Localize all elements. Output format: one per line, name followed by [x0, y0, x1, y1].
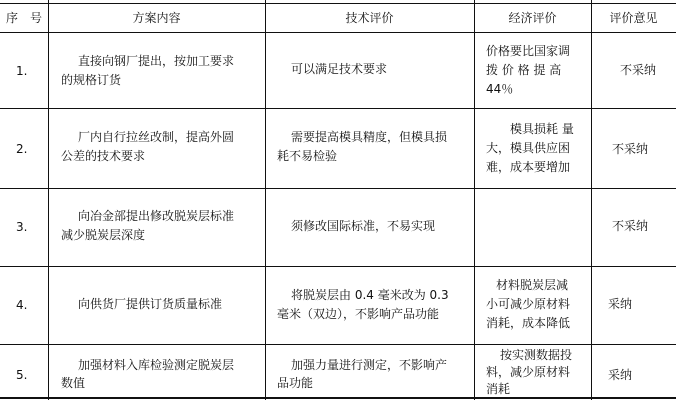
tech-line: 须修改国际标准，不易实现 [291, 219, 436, 233]
row-divider [0, 344, 676, 345]
header-econ: 经济评价 [508, 11, 557, 25]
content-line: 公差的技术要求 [61, 149, 146, 163]
content-line: 的规格订货 [61, 73, 122, 87]
econ-line: 消耗，成本降低 [486, 316, 571, 330]
econ-line: 大，模具供应困 [486, 141, 571, 155]
row-divider [0, 108, 676, 109]
opinion: 不采纳 [612, 219, 649, 233]
header-tech: 技术评价 [345, 11, 394, 25]
tech-line: 将脱炭层由 0.4 毫米改为 0.3 [291, 288, 449, 302]
content-line: 直接向钢厂提出，按加工要求 [78, 54, 235, 68]
header-opinion: 评价意见 [609, 11, 658, 25]
row-number: 4. [16, 298, 28, 312]
row-number: 3. [16, 220, 28, 234]
row-number: 1. [16, 64, 28, 78]
column-divider [48, 0, 49, 400]
header-bottom-rule [0, 32, 676, 33]
row-divider [0, 188, 676, 189]
content-line: 向供货厂提供订货质量标准 [78, 297, 223, 311]
content-line: 向冶金部提出修改脱炭层标准 [78, 209, 235, 223]
tech-line: 可以满足技术要求 [291, 62, 388, 76]
header-no: 序 号 [5, 11, 42, 25]
tech-line: 毫米（双边），不影响产品功能 [277, 307, 440, 321]
econ-line: 44％ [486, 82, 514, 96]
content-line: 厂内自行拉丝改制，提高外圆 [78, 130, 235, 144]
tech-line: 品功能 [277, 376, 314, 390]
econ-line: 按实测数据投 [500, 348, 573, 362]
tech-line: 耗不易检验 [277, 149, 338, 163]
row-number: 2. [16, 142, 28, 156]
econ-line: 料，减少原材料 [486, 365, 571, 379]
opinion: 不采纳 [620, 63, 657, 77]
tech-line: 加强力量进行测定，不影响产 [291, 358, 448, 372]
column-divider [265, 0, 266, 400]
table-bottom-rule [0, 397, 676, 399]
opinion: 不采纳 [612, 142, 649, 156]
column-divider [474, 0, 475, 400]
content-line: 减少脱炭层深度 [61, 228, 146, 242]
table-top-rule [0, 3, 676, 4]
econ-line: 材料脱炭层减 [496, 278, 569, 292]
opinion: 采纳 [608, 368, 633, 382]
column-divider [591, 0, 592, 400]
econ-line: 难，成本要增加 [486, 160, 571, 174]
tech-line: 需要提高模具精度，但模具损 [291, 130, 448, 144]
content-line: 加强材料入库检验测定脱炭层 [78, 358, 235, 372]
row-number: 5. [16, 368, 28, 382]
opinion: 采纳 [608, 297, 633, 311]
header-content: 方案内容 [132, 11, 181, 25]
econ-line: 拨 价 格 提 高 [486, 63, 562, 77]
econ-line: 价格要比国家调 [486, 44, 571, 58]
econ-line: 小可减少原材料 [486, 297, 571, 311]
content-line: 数值 [61, 376, 86, 390]
row-divider [0, 266, 676, 267]
econ-line: 消耗 [486, 382, 511, 396]
econ-line: 模具损耗 量 [510, 122, 574, 136]
